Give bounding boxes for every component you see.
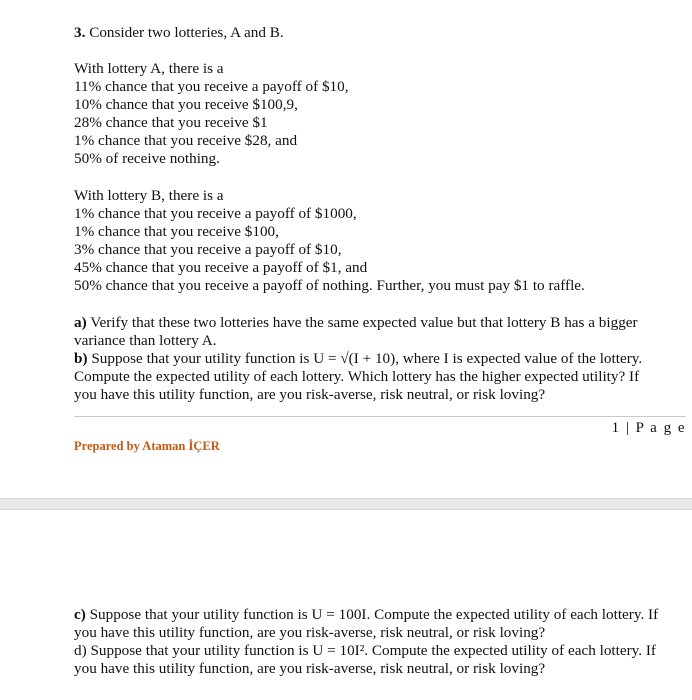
question-d-label: d) bbox=[74, 642, 87, 659]
question-c-label: c) bbox=[74, 606, 86, 623]
document-page-2 bbox=[0, 510, 692, 700]
problem-intro: Consider two lotteries, A and B. bbox=[89, 24, 284, 41]
footer-divider bbox=[74, 416, 686, 417]
lottery-b-line: 3% chance that you receive a payoff of $10, bbox=[74, 241, 342, 258]
problem-heading bbox=[74, 24, 284, 42]
lottery-b-line: 45% chance that you receive a payoff of $1, and bbox=[74, 259, 368, 276]
question-d bbox=[74, 642, 656, 660]
question-c-text: Suppose that your utility function is U = 100I. Compute the expected utility of each lottery. If bbox=[89, 606, 659, 623]
question-b bbox=[74, 350, 642, 368]
lottery-a-line: 11% chance that you receive a payoff of $10, bbox=[74, 78, 349, 95]
lottery-a-line: 1% chance that you receive $28, and bbox=[74, 132, 298, 149]
question-d-text: you have this utility function, are you risk-averse, risk neutral, or risk loving? bbox=[74, 660, 546, 677]
lottery-a-line: 10% chance that you receive $100,9, bbox=[74, 96, 298, 113]
lottery-b-line: 1% chance that you receive a payoff of $1000, bbox=[74, 205, 357, 222]
question-a-text: variance than lottery A. bbox=[74, 332, 217, 349]
question-b-text: Compute the expected utility of each lottery. Which lottery has the higher expected utility? If bbox=[74, 368, 640, 385]
lottery-b-header: With lottery B, there is a bbox=[74, 187, 224, 204]
lottery-b-line: 1% chance that you receive $100, bbox=[74, 223, 279, 240]
question-d-text: Suppose that your utility function is U = 10I². Compute the expected utility of each lottery. If bbox=[90, 642, 656, 659]
question-a-text: Verify that these two lotteries have the same expected value but that lottery B has a bigger bbox=[90, 314, 638, 331]
question-c bbox=[74, 606, 658, 624]
question-b-text: you have this utility function, are you risk-averse, risk neutral, or risk loving? bbox=[74, 386, 546, 403]
page-break bbox=[0, 498, 692, 510]
lottery-b-line: 50% chance that you receive a payoff of nothing. Further, you must pay $1 to raffle. bbox=[74, 277, 585, 294]
page-number: 1 | P a g e bbox=[611, 420, 686, 436]
question-a-label: a) bbox=[74, 314, 87, 331]
question-c-text: you have this utility function, are you risk-averse, risk neutral, or risk loving? bbox=[74, 624, 546, 641]
problem-number: 3. bbox=[74, 24, 86, 41]
lottery-a-header: With lottery A, there is a bbox=[74, 60, 224, 77]
question-b-label: b) bbox=[74, 350, 88, 367]
question-b-text: Suppose that your utility function is U = √(I + 10), where I is expected value of the lottery. bbox=[91, 350, 643, 367]
author-credit: Prepared by Ataman İÇER bbox=[74, 439, 220, 453]
lottery-a-line: 50% of receive nothing. bbox=[74, 150, 220, 167]
question-a bbox=[74, 314, 638, 332]
lottery-a-line: 28% chance that you receive $1 bbox=[74, 114, 268, 131]
